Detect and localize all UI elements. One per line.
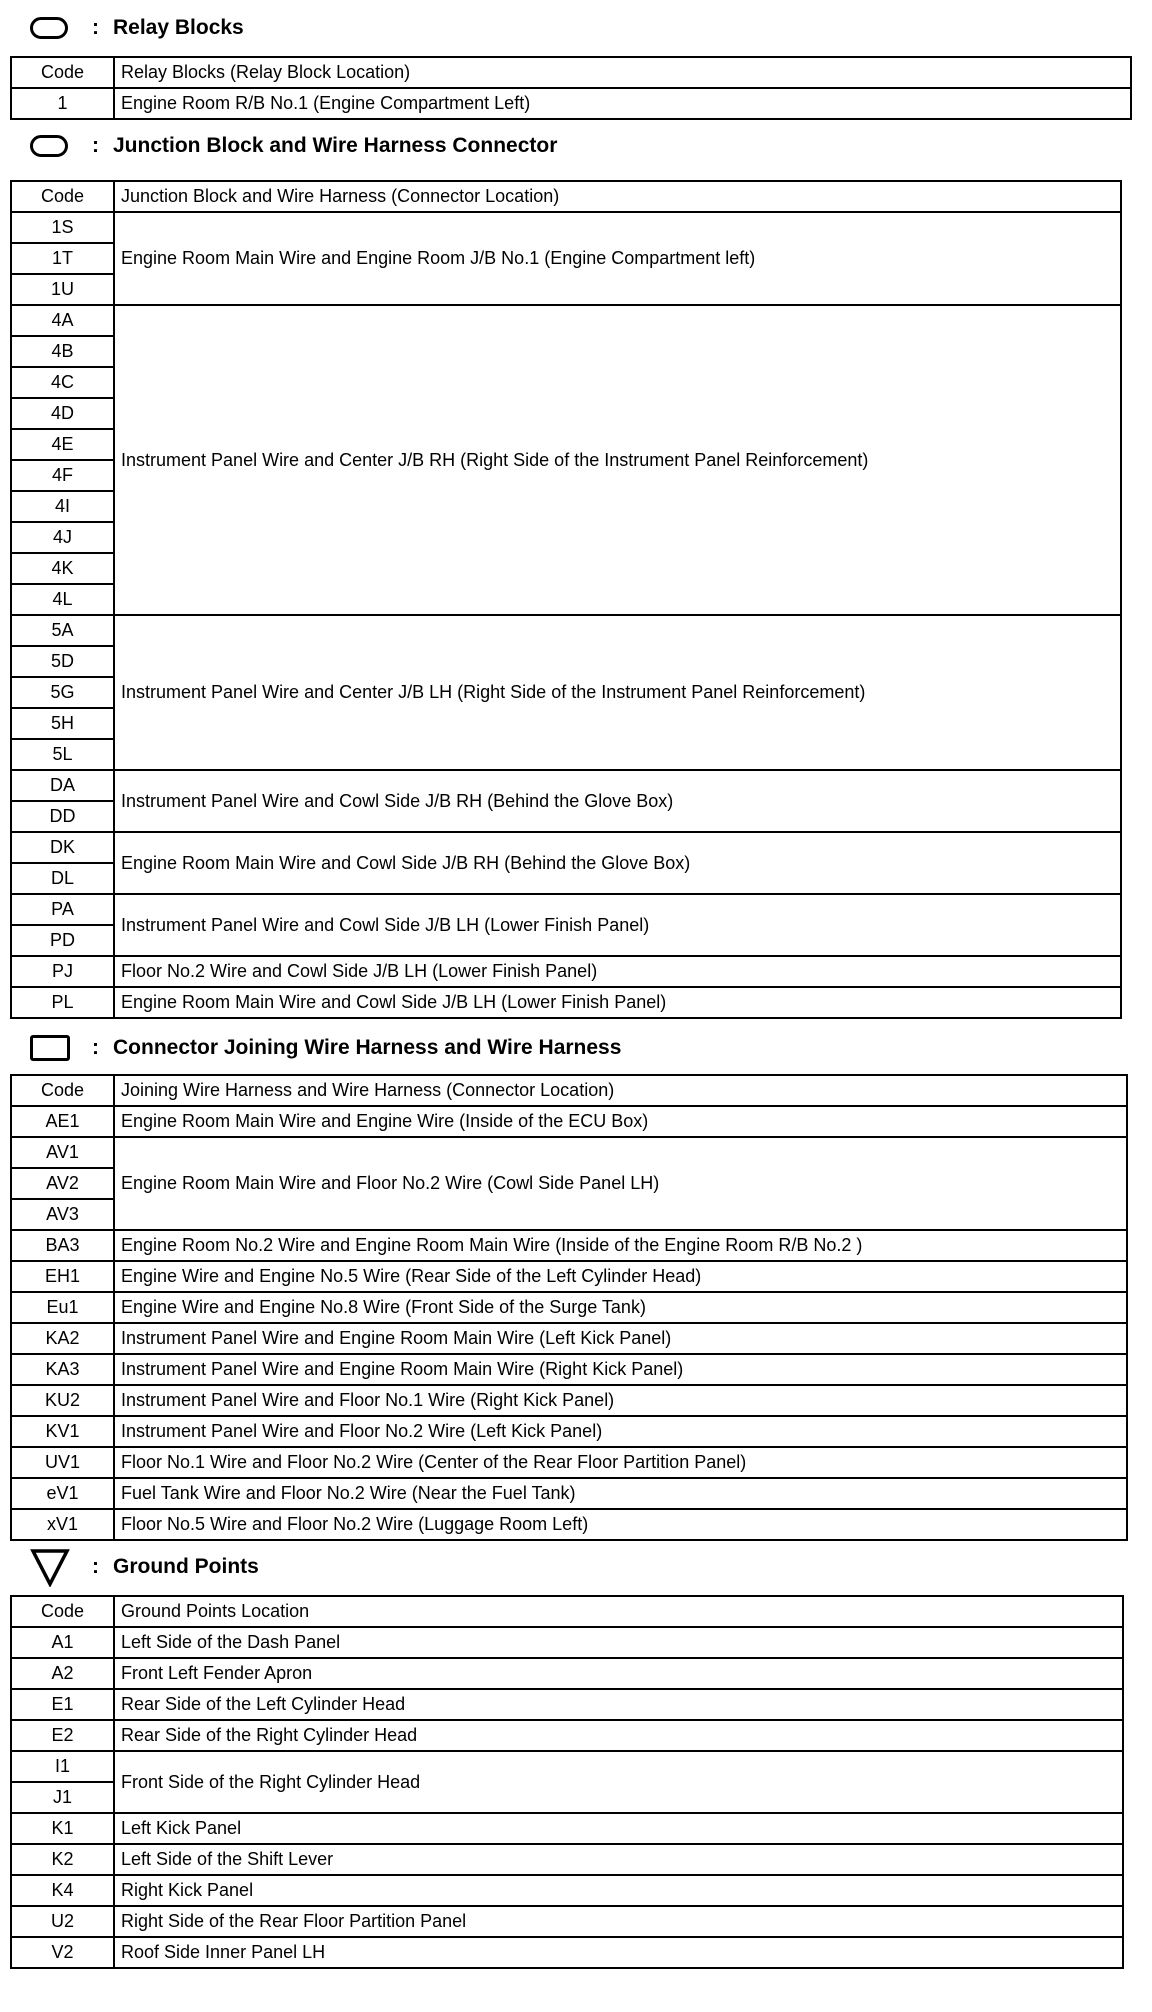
column-header-location: Relay Blocks (Relay Block Location) <box>114 57 1131 88</box>
ground-points-title: Ground Points <box>113 1555 259 1578</box>
location-cell: Rear Side of the Right Cylinder Head <box>114 1720 1123 1751</box>
code-cell: 5H <box>11 708 114 739</box>
location-cell: Fuel Tank Wire and Floor No.2 Wire (Near the Fuel Tank) <box>114 1478 1127 1509</box>
table-row <box>11 1689 1123 1720</box>
code-cell: PJ <box>11 956 114 987</box>
column-header-location: Ground Points Location <box>114 1596 1123 1627</box>
relay-blocks-title: Relay Blocks <box>113 16 244 39</box>
column-header-code: Code <box>11 1596 114 1627</box>
triangle-symbol-icon <box>30 1547 78 1587</box>
code-cell: KV1 <box>11 1416 114 1447</box>
location-cell: Engine Wire and Engine No.5 Wire (Rear Side of the Left Cylinder Head) <box>114 1261 1127 1292</box>
location-cell: Engine Room R/B No.1 (Engine Compartment Left) <box>114 88 1131 119</box>
code-cell: K2 <box>11 1844 114 1875</box>
table-row <box>11 1354 1127 1385</box>
location-cell: Floor No.1 Wire and Floor No.2 Wire (Center of the Rear Floor Partition Panel) <box>114 1447 1127 1478</box>
location-cell: Left Kick Panel <box>114 1813 1123 1844</box>
code-cell: 4L <box>11 584 114 615</box>
table-row <box>11 1478 1127 1509</box>
code-cell: 1S <box>11 212 114 243</box>
heading-colon: : <box>92 1555 99 1578</box>
code-cell: DA <box>11 770 114 801</box>
location-cell: Floor No.2 Wire and Cowl Side J/B LH (Lower Finish Panel) <box>114 956 1121 987</box>
table-row <box>11 1261 1127 1292</box>
junction-block-table <box>10 180 1122 1019</box>
column-header-code: Code <box>11 181 114 212</box>
code-cell: 1T <box>11 243 114 274</box>
table-row <box>11 1385 1127 1416</box>
location-cell: Engine Room Main Wire and Engine Wire (Inside of the ECU Box) <box>114 1106 1127 1137</box>
table-row <box>11 1230 1127 1261</box>
table-row <box>11 956 1121 987</box>
code-cell: EH1 <box>11 1261 114 1292</box>
junction-block-title: Junction Block and Wire Harness Connector <box>113 134 558 157</box>
location-cell: Instrument Panel Wire and Center J/B RH (Right Side of the Instrument Panel Reinforcement) <box>114 305 1121 615</box>
code-cell: AV1 <box>11 1137 114 1168</box>
code-cell: 5G <box>11 677 114 708</box>
code-cell: U2 <box>11 1906 114 1937</box>
table-header-row <box>11 1596 1123 1627</box>
table-row <box>11 305 1121 336</box>
code-cell: 4A <box>11 305 114 336</box>
table-row <box>11 832 1121 863</box>
location-cell: Instrument Panel Wire and Engine Room Main Wire (Right Kick Panel) <box>114 1354 1127 1385</box>
column-header-code: Code <box>11 1075 114 1106</box>
column-header-location: Junction Block and Wire Harness (Connector Location) <box>114 181 1121 212</box>
table-row <box>11 1323 1127 1354</box>
code-cell: PL <box>11 987 114 1018</box>
table-header-row <box>11 181 1121 212</box>
table-row <box>11 1292 1127 1323</box>
code-cell: DL <box>11 863 114 894</box>
code-cell: K4 <box>11 1875 114 1906</box>
code-cell: 5L <box>11 739 114 770</box>
table-row <box>11 615 1121 646</box>
table-header-row <box>11 57 1131 88</box>
heading-colon: : <box>92 1036 99 1059</box>
table-row <box>11 1875 1123 1906</box>
code-cell: A2 <box>11 1658 114 1689</box>
code-cell: I1 <box>11 1751 114 1782</box>
table-row <box>11 1937 1123 1968</box>
code-cell: KA2 <box>11 1323 114 1354</box>
code-cell: 5A <box>11 615 114 646</box>
code-cell: J1 <box>11 1782 114 1813</box>
table-header-row <box>11 1075 1127 1106</box>
code-cell: 4B <box>11 336 114 367</box>
table-row <box>11 1658 1123 1689</box>
table-row <box>11 1751 1123 1782</box>
oval-symbol-icon <box>30 17 78 39</box>
table-row <box>11 1509 1127 1540</box>
table-row <box>11 1106 1127 1137</box>
heading-colon: : <box>92 134 99 157</box>
location-cell: Right Kick Panel <box>114 1875 1123 1906</box>
table-row <box>11 1627 1123 1658</box>
code-cell: A1 <box>11 1627 114 1658</box>
table-row <box>11 1447 1127 1478</box>
location-cell: Left Side of the Shift Lever <box>114 1844 1123 1875</box>
code-cell: AV2 <box>11 1168 114 1199</box>
code-cell: 4E <box>11 429 114 460</box>
code-cell: DD <box>11 801 114 832</box>
table-row <box>11 88 1131 119</box>
location-cell: Instrument Panel Wire and Cowl Side J/B RH (Behind the Glove Box) <box>114 770 1121 832</box>
code-cell: AE1 <box>11 1106 114 1137</box>
code-cell: UV1 <box>11 1447 114 1478</box>
code-cell: AV3 <box>11 1199 114 1230</box>
code-cell: 5D <box>11 646 114 677</box>
location-cell: Front Left Fender Apron <box>114 1658 1123 1689</box>
code-cell: 4D <box>11 398 114 429</box>
table-row <box>11 1813 1123 1844</box>
location-cell: Instrument Panel Wire and Floor No.2 Wire (Left Kick Panel) <box>114 1416 1127 1447</box>
junction-block-heading <box>30 128 557 164</box>
code-cell: 4J <box>11 522 114 553</box>
rectangle-symbol-icon <box>30 1035 78 1061</box>
location-cell: Engine Room Main Wire and Cowl Side J/B LH (Lower Finish Panel) <box>114 987 1121 1018</box>
table-row <box>11 1720 1123 1751</box>
code-cell: E2 <box>11 1720 114 1751</box>
code-cell: 1 <box>11 88 114 119</box>
location-cell: Engine Room Main Wire and Engine Room J/B No.1 (Engine Compartment left) <box>114 212 1121 305</box>
location-cell: Right Side of the Rear Floor Partition Panel <box>114 1906 1123 1937</box>
relay-blocks-heading <box>30 10 244 46</box>
location-cell: Engine Room No.2 Wire and Engine Room Main Wire (Inside of the Engine Room R/B No.2 ) <box>114 1230 1127 1261</box>
ground-points-heading <box>30 1545 259 1589</box>
location-cell: Engine Room Main Wire and Cowl Side J/B RH (Behind the Glove Box) <box>114 832 1121 894</box>
code-cell: 4K <box>11 553 114 584</box>
code-cell: xV1 <box>11 1509 114 1540</box>
connector-title: Connector Joining Wire Harness and Wire Harness <box>113 1036 622 1059</box>
code-cell: V2 <box>11 1937 114 1968</box>
code-cell: BA3 <box>11 1230 114 1261</box>
table-row <box>11 212 1121 243</box>
code-cell: Eu1 <box>11 1292 114 1323</box>
table-row <box>11 1137 1127 1168</box>
code-cell: eV1 <box>11 1478 114 1509</box>
code-cell: 4F <box>11 460 114 491</box>
location-cell: Floor No.5 Wire and Floor No.2 Wire (Luggage Room Left) <box>114 1509 1127 1540</box>
connector-table <box>10 1074 1128 1541</box>
ground-points-table <box>10 1595 1124 1969</box>
code-cell: PD <box>11 925 114 956</box>
location-cell: Rear Side of the Left Cylinder Head <box>114 1689 1123 1720</box>
location-cell: Instrument Panel Wire and Cowl Side J/B LH (Lower Finish Panel) <box>114 894 1121 956</box>
table-row <box>11 1416 1127 1447</box>
location-cell: Instrument Panel Wire and Engine Room Main Wire (Left Kick Panel) <box>114 1323 1127 1354</box>
code-cell: 1U <box>11 274 114 305</box>
code-cell: 4C <box>11 367 114 398</box>
table-row <box>11 1844 1123 1875</box>
location-cell: Left Side of the Dash Panel <box>114 1627 1123 1658</box>
location-cell: Front Side of the Right Cylinder Head <box>114 1751 1123 1813</box>
location-cell: Instrument Panel Wire and Floor No.1 Wire (Right Kick Panel) <box>114 1385 1127 1416</box>
heading-colon: : <box>92 16 99 39</box>
code-cell: PA <box>11 894 114 925</box>
table-row <box>11 894 1121 925</box>
code-cell: KA3 <box>11 1354 114 1385</box>
table-row <box>11 770 1121 801</box>
oval-symbol-icon <box>30 135 78 157</box>
location-cell: Instrument Panel Wire and Center J/B LH (Right Side of the Instrument Panel Reinforcement) <box>114 615 1121 770</box>
code-cell: 4I <box>11 491 114 522</box>
location-cell: Roof Side Inner Panel LH <box>114 1937 1123 1968</box>
column-header-code: Code <box>11 57 114 88</box>
code-cell: DK <box>11 832 114 863</box>
table-row <box>11 1906 1123 1937</box>
location-cell: Engine Wire and Engine No.8 Wire (Front Side of the Surge Tank) <box>114 1292 1127 1323</box>
code-cell: E1 <box>11 1689 114 1720</box>
relay-blocks-table <box>10 56 1132 120</box>
connector-heading <box>30 1030 621 1066</box>
code-cell: KU2 <box>11 1385 114 1416</box>
location-cell: Engine Room Main Wire and Floor No.2 Wire (Cowl Side Panel LH) <box>114 1137 1127 1230</box>
code-cell: K1 <box>11 1813 114 1844</box>
table-row <box>11 987 1121 1018</box>
column-header-location: Joining Wire Harness and Wire Harness (Connector Location) <box>114 1075 1127 1106</box>
